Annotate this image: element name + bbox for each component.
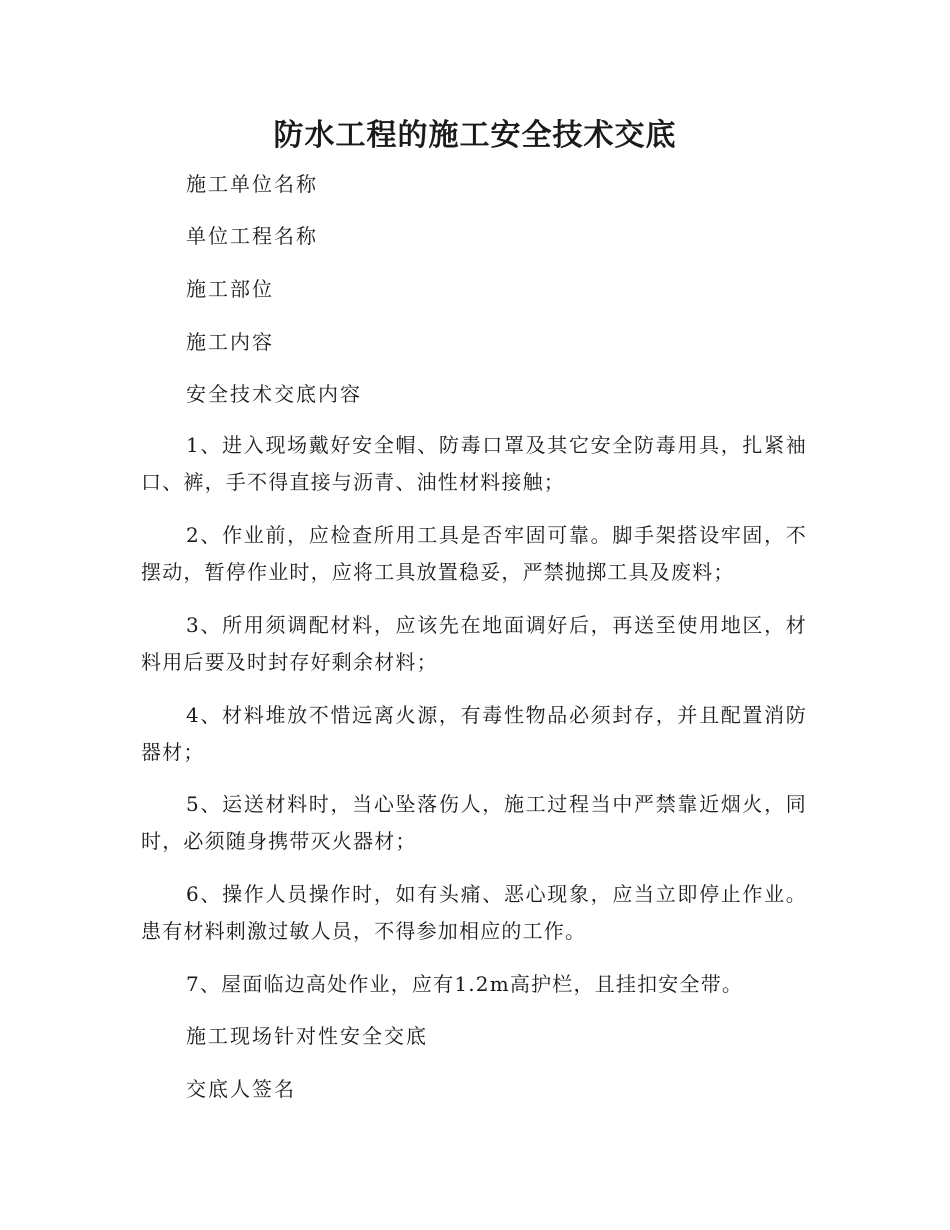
document-title: 防水工程的施工安全技术交底 [273, 118, 677, 153]
list-item-7: 7、屋面临边高处作业，应有1.2m高护栏，且挂扣安全带。 [186, 972, 744, 996]
field-project-name: 单位工程名称 [186, 224, 318, 248]
site-specific-label: 施工现场针对性安全交底 [186, 1024, 428, 1048]
list-item-3: 3、所用须调配材料，应该先在地面调好后，再送至使用地区，材料用后要及时封存好剩余材料； [141, 613, 807, 674]
list-item-4: 4、材料堆放不惜远离火源，有毒性物品必须封存，并且配置消防器材； [141, 703, 807, 764]
signature-label: 交底人签名 [186, 1077, 296, 1101]
field-construction-unit: 施工单位名称 [186, 172, 318, 196]
list-item-2: 2、作业前，应检查所用工具是否牢固可靠。脚手架搭设牢固，不摆动，暂停作业时，应将工具放置稳妥，严禁抛掷工具及废料； [141, 523, 807, 584]
list-item-6: 6、操作人员操作时，如有头痛、恶心现象，应当立即停止作业。患有材料刺激过敏人员，不得参加相应的工作。 [141, 882, 807, 943]
list-item-5: 5、运送材料时，当心坠落伤人，施工过程当中严禁靠近烟火，同时，必须随身携带灭火器材； [141, 792, 807, 853]
field-construction-content: 施工内容 [186, 330, 274, 354]
list-item-1: 1、进入现场戴好安全帽、防毒口罩及其它安全防毒用具，扎紧袖口、裤，手不得直接与沥青、油性材料接触； [141, 433, 807, 494]
field-construction-part: 施工部位 [186, 277, 274, 301]
field-safety-content-heading: 安全技术交底内容 [186, 382, 362, 406]
